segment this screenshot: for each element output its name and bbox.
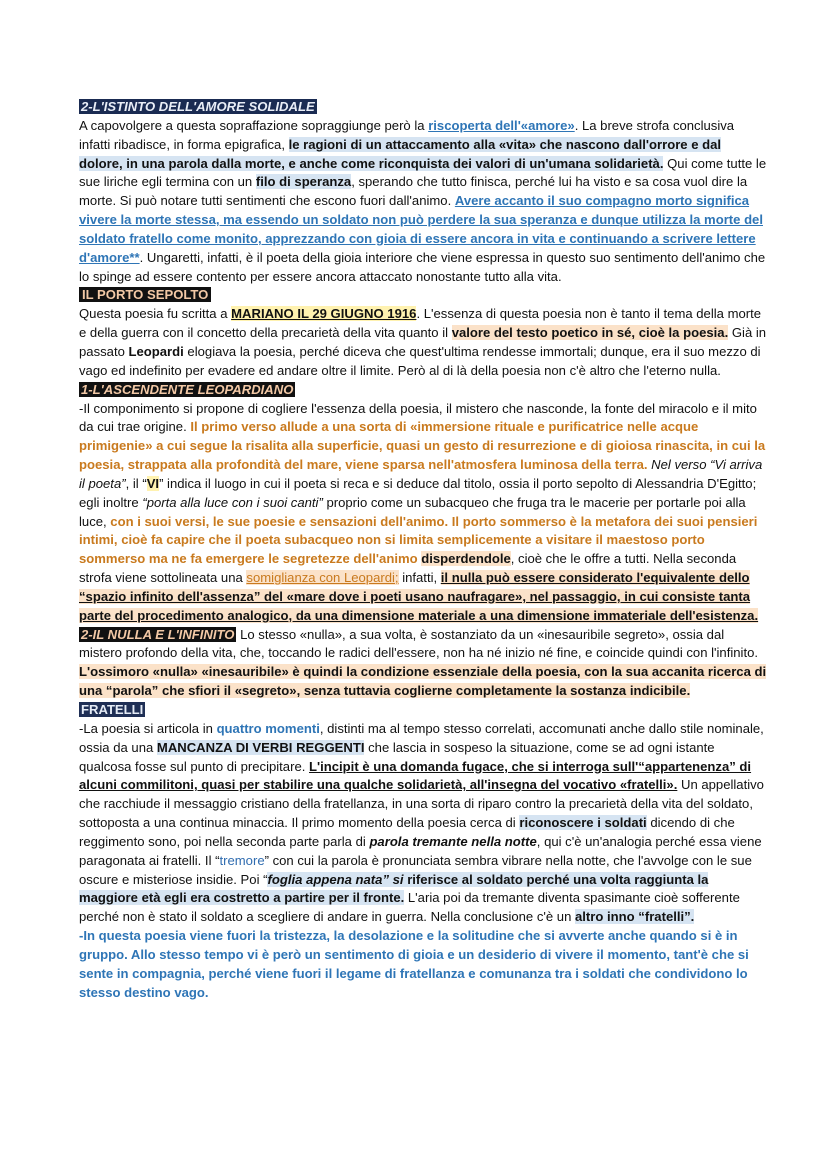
text-run: quattro momenti: [216, 720, 320, 736]
text-run: Qui come tutte le sue liriche egli termina con un: [79, 155, 767, 190]
section-heading-ascendente: [79, 381, 768, 400]
text-run: , cioè che le offre a tutti. Nella seconda strofa viene sottolineata una: [79, 551, 737, 586]
text-run: MARIANO IL 29 GIUGNO 1916: [231, 306, 417, 322]
text-run: altro inno “fratelli”.: [575, 909, 695, 925]
text-run: infatti,: [398, 570, 441, 586]
text-run: foglia appena nata” si: [267, 871, 404, 887]
section-title: 2-L'ISTINTO DELL'AMORE SOLIDALE: [81, 99, 315, 114]
section-heading-porto-sepolto: [79, 286, 768, 305]
section-title-inline: 2-IL NULLA E L'INFINITO: [81, 626, 235, 642]
text-run: Avere accanto il suo compagno morto significa vivere la morte stessa, ma essendo un soldato non può perdere la sua speranza e dunque utilizza la morte del soldato fratello come monito, apprezzando con gioia di essere ancora in vita e continuando a scrivere lettere d'amore**: [79, 193, 763, 265]
section-heading-fratelli: [79, 701, 768, 720]
text-run: disperdendole: [421, 551, 511, 567]
text-run: elogiava la poesia, perché diceva che quest'ultima rendesse immortali; dunque, era il suo mezzo di vago ed indefinito per evadere ed andare oltre il limite. Però al di là della poesia non c'è altro che l'eterno nulla.: [79, 343, 761, 378]
text-run: con i suoi versi, le sue poesie e sensazioni dell'animo. Il porto sommerso è la metafora dei suoi pensieri intimi, cioè fa capire che il poeta subacqueo non si limita semplicemente a visitare il maestoso porto sommerso ma ne fa emergere le segretezze dell'animo: [79, 513, 758, 567]
text-run: . La breve strofa conclusiva infatti ribadisce, in forma epigrafica,: [79, 117, 735, 152]
text-run: tremore: [219, 852, 265, 868]
text-run: Il primo verso allude a una sorta di «immersione rituale e purificatrice nelle acque primigenie» a cui segue la risalita alla superficie, quasi un gesto di resurrezione e di gioiosa rinascita, in cui la poesia, strappata alla profondità del mare, viene sparsa nell'atmosfera luminosa della terra.: [79, 419, 766, 473]
text-run: . Ungaretti, infatti, è il poeta della gioia interiore che viene espressa in questo suo sentimento dell'animo che lo spinge ad essere contento per essere ancora attaccato nonostante tutto alla vita.: [79, 249, 766, 284]
text-run: MANCANZA DI VERBI REGGENTI: [156, 739, 365, 755]
text-run: , il “: [125, 475, 147, 491]
text-run: ” indica il luogo in cui il poeta si reca e si deduce dal titolo, ossia il porto sepolto di Alessandria D'Egitto; egli inoltre: [79, 475, 757, 510]
section-title: 1-L'ASCENDENTE LEOPARDIANO: [81, 381, 294, 397]
text-run: A capovolgere a questa sopraffazione sopraggiunge però la: [79, 117, 429, 133]
text-run: Un appellativo che racchiude il messaggio cristiano della fratellanza, in una sorta di riparo contro la precarietà della vita del soldato, sottoposta a una continua minaccia. Il primo momento della poesia cerca di: [79, 777, 764, 831]
text-run: le ragioni di un attaccamento alla «vita» che nascono dall'orrore e dal dolore, in una parola dalla morte, e anche come riconquista dei valori di un'umana solidarietà.: [79, 136, 722, 171]
text-run: somiglianza con Leopardi;: [246, 570, 399, 586]
text-run: -La poesia si articola in: [79, 720, 217, 736]
text-run: il nulla può essere considerato l'equivalente dello “spazio infinito dell'assenza” del «mare dove i poeti usano naufragare», nel passaggio, in cui consiste tanta parte del procedimento analogico, da una dimensione materiale a una dimensione immateriale dell'esistenza.: [79, 570, 759, 623]
paragraph-fratelli-closing: -In questa poesia viene fuori la tristezza, la desolazione e la solitudine che si avverte anche quando si è in gruppo. Allo stesso tempo vi è però un sentimento di gioia e un desiderio di vivere il momento, tant'è che si sente in compagnia, perché viene fuori il legame di fratellanza e comunanza tra i soldati che condividono lo stesso destino vago.: [79, 928, 749, 1000]
text-run: , sperando che tutto finisca, perché lui ha visto e sa cosa vuol dire la morte. Si può notare tutti sentimenti che escono fuori dall'animo.: [79, 174, 748, 209]
text-run: , distinti ma al tempo stesso correlati, accomunati anche dallo stile nominale, ossia da una: [79, 720, 764, 755]
text-run: L'incipit è una domanda fugace, che si interroga sull'“appartenenza” di alcuni commilitoni, quasi per stabilire una qualche solidarietà, all'insegna del vocativo «fratelli».: [79, 758, 752, 793]
section-title: IL PORTO SEPOLTO: [79, 287, 211, 302]
text-run: Leopardi: [128, 343, 184, 359]
text-run: parola tremante nella notte: [369, 833, 537, 849]
text-run: Già in passato: [79, 325, 767, 359]
text-run: valore del testo poetico in sé, cioè la poesia.: [451, 325, 729, 341]
section-title: FRATELLI: [81, 702, 144, 717]
text-run: L'aria poi da tremante diventa spasimante cioè sofferente perché non è stato il soldato a scegliere di andare in guerra. Nella conclusione c'è un: [79, 890, 740, 925]
text-run: , qui c'è un'analogia perché essa viene paragonata ai fratelli. Il “: [79, 833, 762, 868]
text-run: VI: [146, 475, 160, 491]
text-run: . L'essenza di questa poesia non è tanto il tema della morte e della guerra con il concetto della precarietà della vita quanto il: [79, 306, 762, 341]
text-run: dicendo di che reggimento sono, poi nella seconda parte parla di: [79, 815, 735, 849]
text-run: che lascia in sospeso la situazione, come se ad ogni istante qualcosa fosse sul punto di precipitare.: [79, 739, 715, 774]
section-heading-istinto: [79, 98, 768, 117]
text-run: -Il componimento si propone di cogliere l'essenza della poesia, il mistero che nasconde, la fonte del miracolo e il mito da cui trae origine.: [79, 400, 757, 435]
paragraph-istinto: [79, 117, 768, 287]
paragraph-ascendente: [79, 400, 768, 626]
text-run: filo di speranza: [255, 174, 352, 190]
text-run: riconoscere i soldati: [519, 815, 647, 831]
text-run: Lo stesso «nulla», a sua volta, è sostanziato da un «inesauribile segreto», ossia dal mistero profondo della vita, che, toccando le radici dell'essere, non ha né inizio né fine, e coincide quindi con l'infinito.: [79, 626, 759, 661]
text-run: L'ossimoro «nulla» «inesauribile» è quindi la condizione essenziale della poesia, con la sua accanita ricerca di una “parola” che sfiori il «segreto», senza tuttavia coglierne completamente la sostanza indicibile.: [79, 664, 767, 699]
text-run: Questa poesia fu scritta a: [79, 306, 232, 322]
text-run: proprio come un subacqueo che fruga tra le macerie per portarle poi alla luce,: [79, 494, 746, 529]
text-run: riferisce al soldato perché una volta raggiunta la maggiore età egli era costretto a partire per il fronte.: [79, 871, 709, 906]
paragraph-porto-sepolto: [79, 305, 768, 380]
text-run: Nel verso “Vi arriva il poeta”: [79, 457, 763, 491]
paragraph-nulla-infinito: [79, 626, 768, 701]
text-run: “porta alla luce con i suoi canti”: [142, 494, 323, 510]
text-run: riscoperta dell'«amore»: [428, 117, 575, 133]
paragraph-fratelli: [79, 720, 768, 927]
text-run: ” con cui la parola è pronunciata sembra vibrare nella notte, che l'avvolge con le sue oscure e misteriose insidie. Poi “: [79, 852, 752, 887]
